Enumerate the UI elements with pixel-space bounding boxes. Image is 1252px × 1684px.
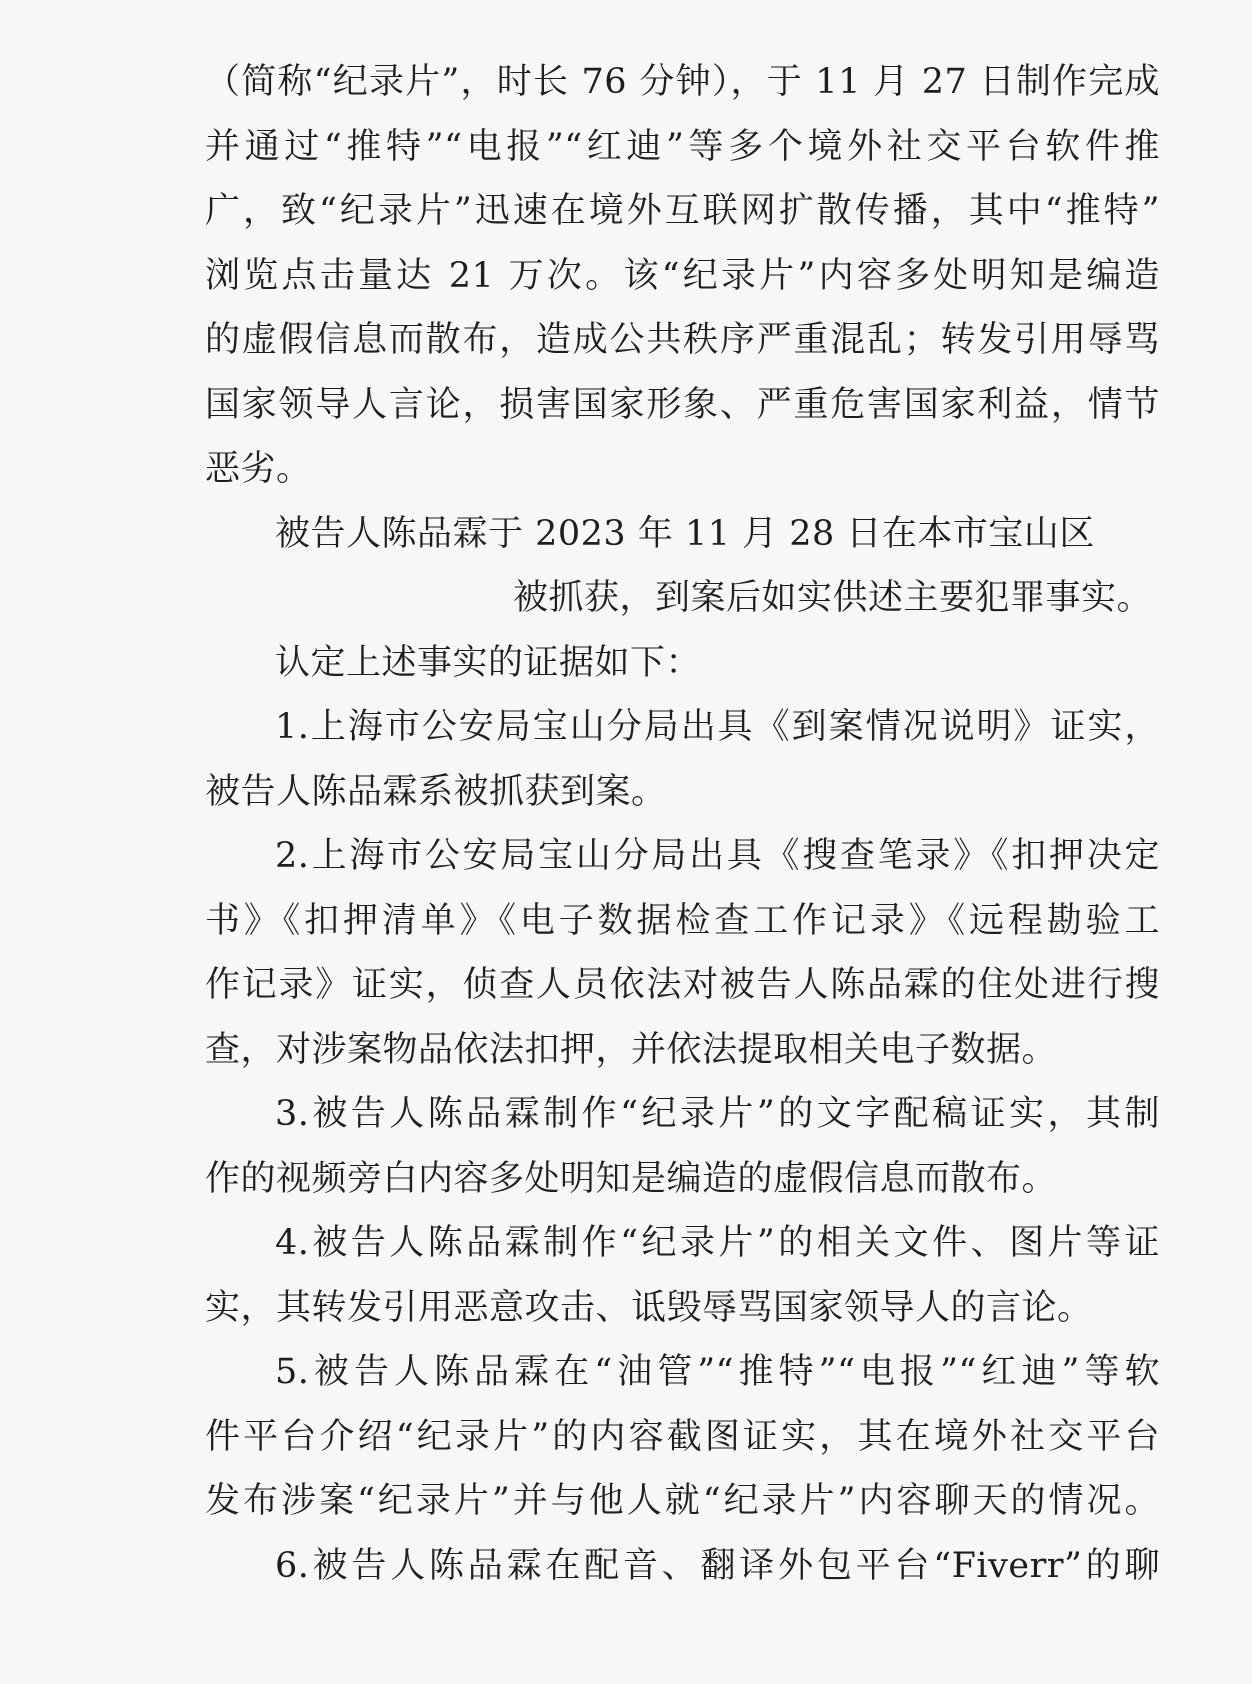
text-line: 查，对涉案物品依法扣押，并依法提取相关电子数据。 <box>205 1029 1058 1070</box>
text-line: 发布涉案“纪录片”并与他人就“纪录片”内容聊天的情况。 <box>205 1481 1160 1521</box>
text-line: 认定上述事实的证据如下： <box>275 642 702 683</box>
text-line: 3.被告人陈品霖制作“纪录片”的文字配稿证实，其制 <box>275 1094 1160 1134</box>
text-line: 1.上海市公安局宝山分局出具《到案情况说明》证实， <box>275 707 1160 747</box>
text-line: 国家领导人言论，损害国家形象、严重危害国家利益，情节 <box>205 384 1160 425</box>
text-line: 6.被告人陈品霖在配音、翻译外包平台“Fiverr”的聊 <box>275 1545 1160 1586</box>
text-line: 被告人陈品霖系被抓获到案。 <box>205 771 667 812</box>
text-line: 5.被告人陈品霖在“油管”“推特”“电报”“红迪”等软 <box>275 1352 1160 1392</box>
document-body <box>205 50 1160 1598</box>
text-line: 广，致“纪录片”迅速在境外互联网扩散传播，其中“推特” <box>205 191 1160 231</box>
text-line: 实，其转发引用恶意攻击、诋毁辱骂国家领导人的言论。 <box>205 1287 1093 1328</box>
text-line: 2.上海市公安局宝山分局出具《搜查笔录》《扣押决定 <box>275 836 1160 876</box>
text-line: 浏览点击量达 21 万次。该“纪录片”内容多处明知是编造 <box>205 255 1160 296</box>
text-line: 并通过“推特”“电报”“红迪”等多个境外社交平台软件推 <box>205 126 1160 167</box>
text-line: （简称“纪录片”，时长 76 分钟），于 11 月 27 日制作完成 <box>205 62 1160 102</box>
text-line: 被抓获，到案后如实供述主要犯罪事实。 <box>512 578 1152 618</box>
text-line: 件平台介绍“纪录片”的内容截图证实，其在境外社交平台 <box>205 1416 1160 1457</box>
text-line: 4.被告人陈品霖制作“纪录片”的相关文件、图片等证 <box>275 1223 1160 1263</box>
text-line: 恶劣。 <box>205 449 312 489</box>
text-line: 的虚假信息而散布，造成公共秩序严重混乱；转发引用辱骂 <box>205 320 1160 360</box>
text-line: 被告人陈品霖于 2023 年 11 月 28 日在本市宝山区 <box>275 513 1095 554</box>
text-line: 书》《扣押清单》《电子数据检查工作记录》《远程勘验工 <box>205 900 1160 941</box>
text-line: 作记录》证实，侦查人员依法对被告人陈品霖的住处进行搜 <box>205 965 1160 1005</box>
text-line: 作的视频旁白内容多处明知是编造的虚假信息而散布。 <box>205 1158 1058 1199</box>
